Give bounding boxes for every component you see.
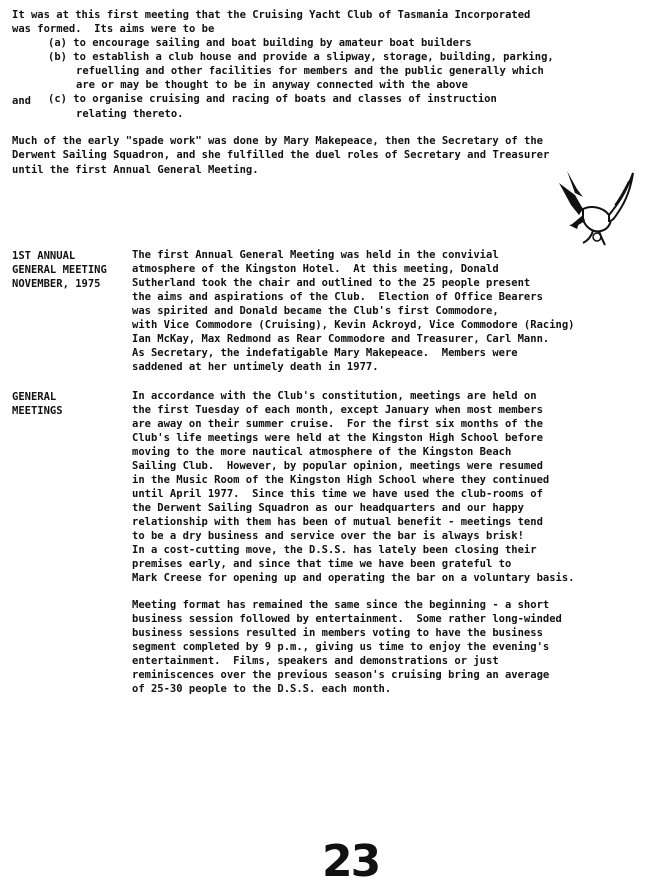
gm-line: the Derwent Sailing Squadron as our headquarters and our happy xyxy=(132,502,524,514)
and-label: and xyxy=(12,95,31,107)
agm-line: with Vice Commodore (Cruising), Kevin Ackroyd, Vice Commodore (Racing) xyxy=(132,319,575,331)
gm-line: until April 1977. Since this time we have used the club-rooms of xyxy=(132,488,543,500)
page-number: 23 xyxy=(322,836,380,887)
gm2-line: business session followed by entertainment. Some rather long-winded xyxy=(132,613,562,625)
agm-heading-3: NOVEMBER, 1975 xyxy=(12,278,101,290)
gm-line: Mark Creese for opening up and operating the bar on a voluntary basis. xyxy=(132,572,575,584)
spade-line-2: Derwent Sailing Squadron, and she fulfilled the duel roles of Secretary and Treasurer xyxy=(12,149,550,161)
aim-c: (c) to organise cruising and racing of boats and classes of instruction xyxy=(48,93,497,105)
agm-line: As Secretary, the indefatigable Mary Makepeace. Members were xyxy=(132,347,518,359)
gm2-line: reminiscences over the previous season's cruising bring an average xyxy=(132,669,550,681)
gm2-line: of 25-30 people to the D.S.S. each month. xyxy=(132,683,392,695)
agm-line: the aims and aspirations of the Club. Election of Office Bearers xyxy=(132,291,543,303)
aim-b: (b) to establish a club house and provide a slipway, storage, building, parking, xyxy=(48,51,554,63)
intro-line-2: was formed. Its aims were to be xyxy=(12,23,215,35)
gm-line: Sailing Club. However, by popular opinion, meetings were resumed xyxy=(132,460,543,472)
aim-b-cont-1: refuelling and other facilities for members and the public generally which xyxy=(76,65,544,77)
gm2-line: business sessions resulted in members voting to have the business xyxy=(132,627,543,639)
gm-line: In a cost-cutting move, the D.S.S. has lately been closing their xyxy=(132,544,537,556)
agm-line: was spirited and Donald became the Club's first Commodore, xyxy=(132,305,499,317)
agm-line: saddened at her untimely death in 1977. xyxy=(132,361,379,373)
aim-a: (a) to encourage sailing and boat building by amateur boat builders xyxy=(48,37,472,49)
gm-line: are away on their summer cruise. For the first six months of the xyxy=(132,418,543,430)
gm-line: to be a dry business and service over the bar is always brisk! xyxy=(132,530,524,542)
agm-line: The first Annual General Meeting was held in the convivial xyxy=(132,249,499,261)
gm-heading-2: MEETINGS xyxy=(12,405,63,417)
aim-c-cont: relating thereto. xyxy=(76,108,184,120)
intro-line-1: It was at this first meeting that the Cruising Yacht Club of Tasmania Incorporated xyxy=(12,9,531,21)
spade-line-1: Much of the early "spade work" was done by Mary Makepeace, then the Secretary of the xyxy=(12,135,544,147)
gm-line: premises early, and since that time we have been grateful to xyxy=(132,558,512,570)
agm-heading-1: 1ST ANNUAL xyxy=(12,250,76,262)
spade-line-3: until the first Annual General Meeting. xyxy=(12,164,259,176)
gm-line: moving to the more nautical atmosphere of the Kingston Beach xyxy=(132,446,512,458)
agm-line: Ian McKay, Max Redmond as Rear Commodore and Treasurer, Carl Mann. xyxy=(132,333,550,345)
agm-line: Sutherland took the chair and outlined to the 25 people present xyxy=(132,277,531,289)
seagull-logo-icon xyxy=(553,165,637,251)
gm-line: the first Tuesday of each month, except January when most members xyxy=(132,404,543,416)
gm-line: Club's life meetings were held at the Kingston High School before xyxy=(132,432,543,444)
gm2-line: entertainment. Films, speakers and demonstrations or just xyxy=(132,655,499,667)
gm-line: in the Music Room of the Kingston High School where they continued xyxy=(132,474,550,486)
gm-line: In accordance with the Club's constitution, meetings are held on xyxy=(132,390,537,402)
aim-b-cont-2: are or may be thought to be in anyway connected with the above xyxy=(76,79,468,91)
gm2-line: segment completed by 9 p.m., giving us time to enjoy the evening's xyxy=(132,641,550,653)
gm-line: relationship with them has been of mutual benefit - meetings tend xyxy=(132,516,543,528)
agm-line: atmosphere of the Kingston Hotel. At this meeting, Donald xyxy=(132,263,499,275)
agm-heading-2: GENERAL MEETING xyxy=(12,264,107,276)
gm2-line: Meeting format has remained the same since the beginning - a short xyxy=(132,599,550,611)
gm-heading-1: GENERAL xyxy=(12,391,57,403)
